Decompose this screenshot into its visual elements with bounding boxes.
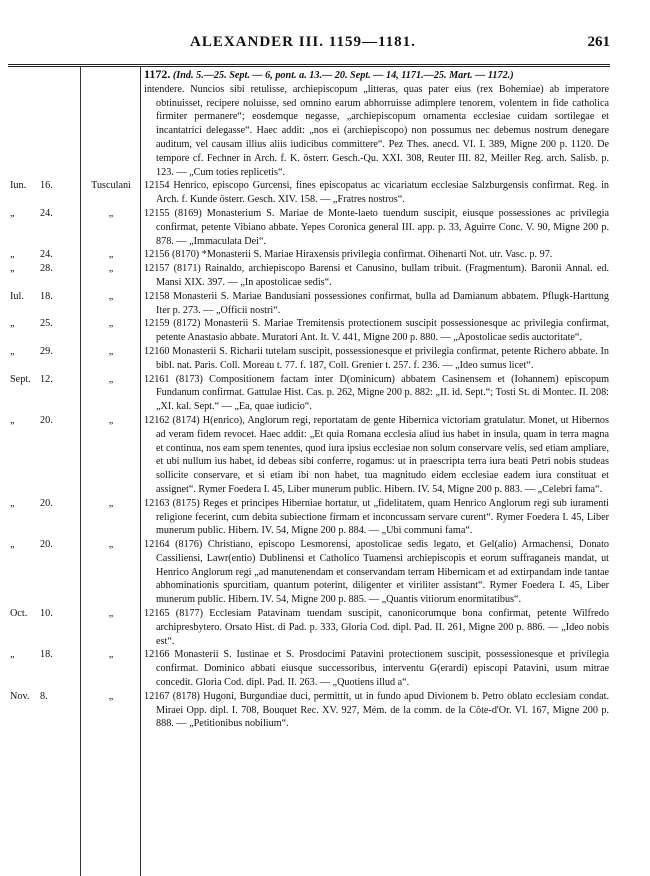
- entry-text: 12162 (8174) H(enrico), Anglorum regi, reportatam de gente Hibernica victoriam gratulatur. Monet, ut Hibernos ad veram fidem revocet. Haec addit: „Et quia Romana ecclesia aliud ius habet in insula, quam in terra magna et continua, nos eam spem tenentes, quod iura ipsius ecclesiae non solum conservare velis, sed etiam ampliare, et ubi nullum ius habet, id debeas sibi conferre, rogamus: ut in praescripta terra iura beati Petri nobis studeas sollicite conservare, et si etiam ibi non habet, tua magnitudo eidem ecclesiae eadem iura constituat et assignet“. Rymer Foedera I. 45, Liber munerum public. Hibern. IV. 54, Migne 200 p. 883. — „Celebri fama“.: [144, 414, 609, 495]
- entry-month: „: [10, 249, 15, 261]
- entry-text: 12164 (8176) Christiano, episcopo Lesmorensi, apostolicae sedis legato, et Gel(alio) Armachensi, Donato Cassiliensi, Lawr(entio) Dublinensi et Catholico Tuamensi archiepiscopis et eorum suffraganeis mandat, ut Henrico Anglorum regi „ad manutenendam et conservandam terram Hibernicam et ad extirpandam inde tantae abhominationis spurcitiam, quantum poterint, diligenter et viriliter assistant“. Rymer Foedera I. 45, Liber munerum public. Hibern. IV. 54, Migne 200 p. 885. — „Quantis vitiorum enormitatibus“.: [144, 539, 609, 606]
- entry-place: „: [108, 290, 114, 302]
- entry-date: [10, 538, 76, 552]
- entry-place: „: [108, 608, 114, 620]
- entry-text: 12167 (8178) Hugoni, Burgundiae duci, permittit, ut in fundo apud Divionem b. Petro oblato ecclesiam condat. Miraei Opp. dipl. I. 708, Bouquet Rec. XV. 927, Mém. de la comm. de la Côte-d'Or. VI. 167, Migne 200 p. 888. — „Petitionibus nobilium“.: [144, 690, 609, 730]
- entry-date: [10, 690, 76, 704]
- register-entry: [0, 317, 650, 345]
- entry-text: 12157 (8171) Rainaldo, archiepiscopo Barensi et Canusino, bullam tribuit. (Fragmentum). Baronii Annal. ed. Mansi XIX. 397. — „In apostolicae sedis“.: [144, 263, 609, 288]
- entry-place: „: [108, 249, 114, 261]
- entry-date: [10, 317, 76, 331]
- entries-list: [0, 179, 650, 731]
- entry-place: Tusculani: [91, 180, 131, 192]
- register-entry: [0, 345, 650, 373]
- entry-place: „: [108, 207, 114, 219]
- entry-day: 18.: [40, 649, 53, 661]
- entry-place: „: [108, 345, 114, 357]
- register-entry: [0, 179, 650, 207]
- entry-day: 29.: [40, 345, 53, 357]
- entry-month: „: [10, 539, 15, 551]
- entry-text: 12166 Monasterii S. Iustinae et S. Prosdocimi Patavini protectionem suscipit, possessionesque et privilegia confirmat. Dominico abbati eiusque successoribus, interventu G(erardi) episcopi Patavini, usum mitrae concedit. Gloria Cod. dipl. Pad. II. 263. — „Quotiens illud a“.: [144, 649, 609, 689]
- entry-place: „: [108, 497, 114, 509]
- intro-entry: [0, 68, 650, 179]
- register-entry: [0, 497, 650, 538]
- running-title: ALEXANDER III. 1159—1181.: [190, 34, 416, 50]
- entry-day: 16.: [40, 180, 53, 192]
- register-entry: [0, 262, 650, 290]
- register-entry: [0, 248, 650, 262]
- header-rule-double: [8, 66, 610, 67]
- entry-month: Oct.: [10, 608, 28, 620]
- entry-month: „: [10, 318, 15, 330]
- entry-month: Nov.: [10, 690, 30, 702]
- register-entry: [0, 648, 650, 689]
- entry-date: [10, 373, 76, 387]
- entry-month: „: [10, 263, 15, 275]
- register-entry: [0, 207, 650, 248]
- header-rule: [8, 64, 610, 65]
- entry-day: 8.: [40, 690, 48, 702]
- entry-date: [10, 607, 76, 621]
- entry-text: 12165 (8177) Ecclesiam Patavinam tuendam suscipit, canonicorumque bona confirmat, petente Wilfredo archipresbytero. Orsato Hist. di Pad. p. 333, Gloria Cod. dipl. Pad. II. 261, Migne 200 p. 886. — „Ideo nobis est“.: [144, 608, 609, 647]
- entry-date: [10, 345, 76, 359]
- entry-day: 18.: [40, 290, 53, 302]
- entry-day: 24.: [40, 207, 53, 219]
- entry-text: 12154 Henrico, episcopo Gurcensi, fines episcopatus ac vicariatum ecclesiae Salzburgensis confirmat. Reg. in Arch. f. Kunde österr. Gesch. XIV. 158. — „Fratres nostros“.: [144, 180, 609, 206]
- entry-day: 20.: [40, 539, 53, 551]
- entry-month: Sept.: [10, 373, 31, 385]
- register-entry: [0, 690, 650, 731]
- entry-text: 12156 (8170) *Monasterii S. Mariae Hiraxensis privilegia confirmat. Oihenarti Not. utr. Vasc. p. 97.: [144, 249, 553, 261]
- entry-date: [10, 248, 76, 262]
- entry-text: 12161 (8173) Compositionem factam inter D(ominicum) abbatem Casinensem et (Iohannem) episcopum Fundanum confirmat. Gattulae Hist. Cas. p. 262, Migne 200 p. 882: „II. id. Sept.“; Tosti St. di Montec. II. 208: „XI. kal. Sept.“ — „Ea, quae iudicio“.: [144, 373, 609, 413]
- entry-month: „: [10, 649, 15, 661]
- page-header: [0, 0, 650, 58]
- entry-place: „: [108, 318, 114, 330]
- entry-day: 24.: [40, 249, 53, 261]
- entry-day: 28.: [40, 263, 53, 275]
- entry-year: 1172.: [144, 67, 171, 81]
- entry-text: 12159 (8172) Monasterii S. Mariae Tremitensis protectionem suscipit possessionesque ac privilegia confirmat, petente Anastasio abbate. Muratori Ant. It. V. 441, Migne 200 p. 880. — „Apostolicae sedis auctoritate“.: [144, 318, 609, 344]
- entry-day: 10.: [40, 608, 53, 620]
- entry-month: „: [10, 497, 15, 509]
- entry-body: intendere. Nuncios sibi retulisse, archiepiscopum „litteras, quas pater eius (rex Bohemiae) ab imperatore obtinuisset, recipere noluisse, sed omnino earum abhorruisse adimplere tenorem, volentem in fide catholica firmiter permanere“; eosdemque negasse, „archiepiscopum ornamenta ecclesiae cuidam sortilegae et incantatrici delegasse“. Haec addit: „nos ei (archiepiscopo) non possumus nec debemus nostrum denegare auditum, vel causam illius aliis iudicibus committere“. Pez Thes. anecd. VI. I. 389, Migne 200 p. 1120. De tempore cf. Fechner in Arch. f. K. österr. Gesch.-Qu. XXI. 308, Reuter III. 82, Meiller Reg. arch. Salisb. p. 123. — „Cum toties replicetis“.: [144, 83, 609, 178]
- entry-month: „: [10, 414, 15, 426]
- register-entry: [0, 607, 650, 648]
- entry-place: „: [108, 263, 114, 275]
- entry-date: [10, 497, 76, 511]
- register-entry: [0, 290, 650, 318]
- entry-meta: (Ind. 5.—25. Sept. — 6, pont. a. 13.— 20. Sept. — 14, 1171.—25. Mart. — 1172.): [172, 70, 514, 81]
- entry-month: „: [10, 207, 15, 219]
- entry-date: [10, 179, 76, 193]
- page-number: 261: [587, 34, 610, 50]
- entry-day: 20.: [40, 497, 53, 509]
- entry-month: Iun.: [10, 180, 27, 192]
- entry-date: [10, 262, 76, 276]
- entry-date: [10, 290, 76, 304]
- entry-text: 12158 Monasterii S. Mariae Bandusiani possessiones confirmat, bulla ad Damianum abbatem. Pflugk-Harttung Iter p. 273. — „Officii nostri“.: [144, 290, 609, 316]
- entry-text: 12163 (8175) Reges et principes Hiberniae hortatur, ut „fidelitatem, quam Henrico Anglorum regi sub iuramenti religione fecerint, cum debita subiectione firmam et inconcussam servare curent“. Rymer Foedera I. 45, Liber munerum public. Hibern. IV. 54, Migne 200 p. 884. — „Ubi communi fama“.: [144, 497, 609, 537]
- entry-place: „: [108, 414, 114, 426]
- register-entry: [0, 373, 650, 414]
- register-body: [0, 68, 650, 731]
- entry-text: 12155 (8169) Monasterium S. Mariae de Monte-laeto tuendum suscipit, eiusque possessiones ac privilegia confirmat, petente Vibiano abbate. Yepes Coronica general III. app. p. 33, Aguirre Conc. V. 90, Migne 200 p. 878. — „Immaculata Dei“.: [144, 207, 609, 247]
- entry-date: [10, 207, 76, 221]
- entry-place: „: [108, 649, 114, 661]
- register-entry: [0, 538, 650, 607]
- entry-day: 12.: [40, 373, 53, 385]
- entry-place: „: [108, 539, 114, 551]
- entry-date: [10, 414, 76, 428]
- entry-place: „: [108, 373, 114, 385]
- entry-month: „: [10, 345, 15, 357]
- entry-month: Iul.: [10, 290, 24, 302]
- register-entry: [0, 414, 650, 497]
- entry-date: [10, 648, 76, 662]
- entry-text: 12160 Monasterii S. Richarii tutelam suscipit, possessionesque et privilegia confirmat, petente Richero abbate. In bibl. nat. Paris. Coll. Moreau t. 77. f. 187, Coll. Grenier t. 257. f. 236. — „Ideo sumus licet“.: [144, 345, 609, 371]
- entry-day: 25.: [40, 318, 53, 330]
- entry-day: 20.: [40, 414, 53, 426]
- entry-place: „: [108, 690, 114, 702]
